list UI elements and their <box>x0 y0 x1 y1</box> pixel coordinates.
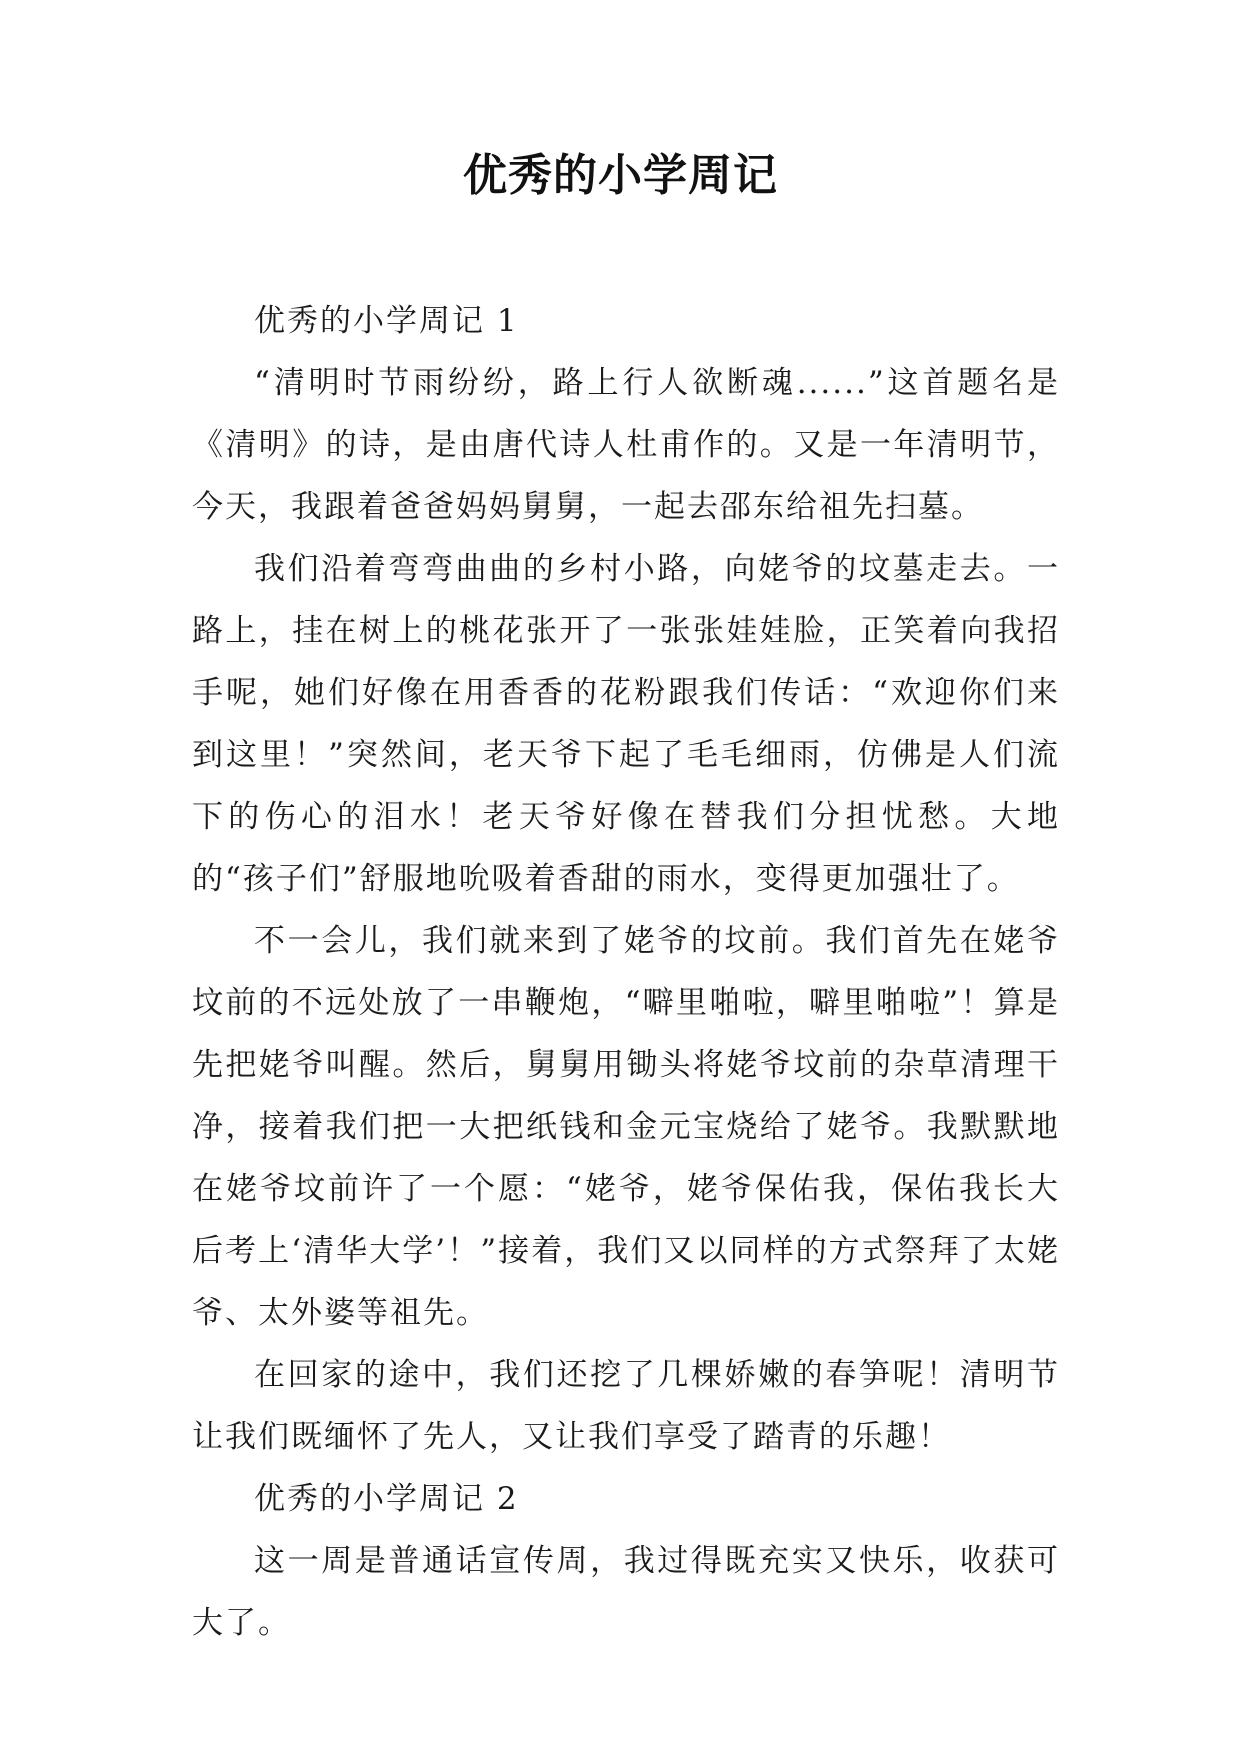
paragraph: 这一周是普通话宣传周，我过得既充实又快乐，收获可大了。 <box>192 1543 1060 1641</box>
section-heading-2: 优秀的小学周记 2 <box>254 1481 519 1517</box>
paragraph: 不一会儿，我们就来到了姥爷的坟前。我们首先在姥爷坟前的不远处放了一串鞭炮，“噼里啪啦，噼里啪啦”！算是先把姥爷叫醒。然后，舅舅用锄头将姥爷坟前的杂草清理干净，接着我们把一大把纸钱和金元宝烧给了姥爷。我默默地在姥爷坟前许了一个愿：“姥爷，姥爷保佑我，保佑我长大后考上‘清华大学’！”接着，我们又以同样的方式祭拜了太姥爷、太外婆等祖先。 <box>192 923 1060 1331</box>
section-heading-1: 优秀的小学周记 1 <box>254 303 519 339</box>
paragraph: 在回家的途中，我们还挖了几棵娇嫩的春笋呢！清明节让我们既缅怀了先人，又让我们享受了踏青的乐趣！ <box>192 1357 1060 1455</box>
paragraph: 我们沿着弯弯曲曲的乡村小路，向姥爷的坟墓走去。一路上，挂在树上的桃花张开了一张张娃娃脸，正笑着向我招手呢，她们好像在用香香的花粉跟我们传话：“欢迎你们来到这里！”突然间，老天爷下起了毛毛细雨，仿佛是人们流下的伤心的泪水！老天爷好像在替我们分担忧愁。大地的“孩子们”舒服地吮吸着香甜的雨水，变得更加强壮了。 <box>192 551 1060 897</box>
document-body <box>192 290 1060 1654</box>
paragraph: “清明时节雨纷纷，路上行人欲断魂......”这首题名是《清明》的诗，是由唐代诗人杜甫作的。又是一年清明节，今天，我跟着爸爸妈妈舅舅，一起去邵东给祖先扫墓。 <box>192 365 1060 525</box>
page-title: 优秀的小学周记 <box>463 150 778 201</box>
